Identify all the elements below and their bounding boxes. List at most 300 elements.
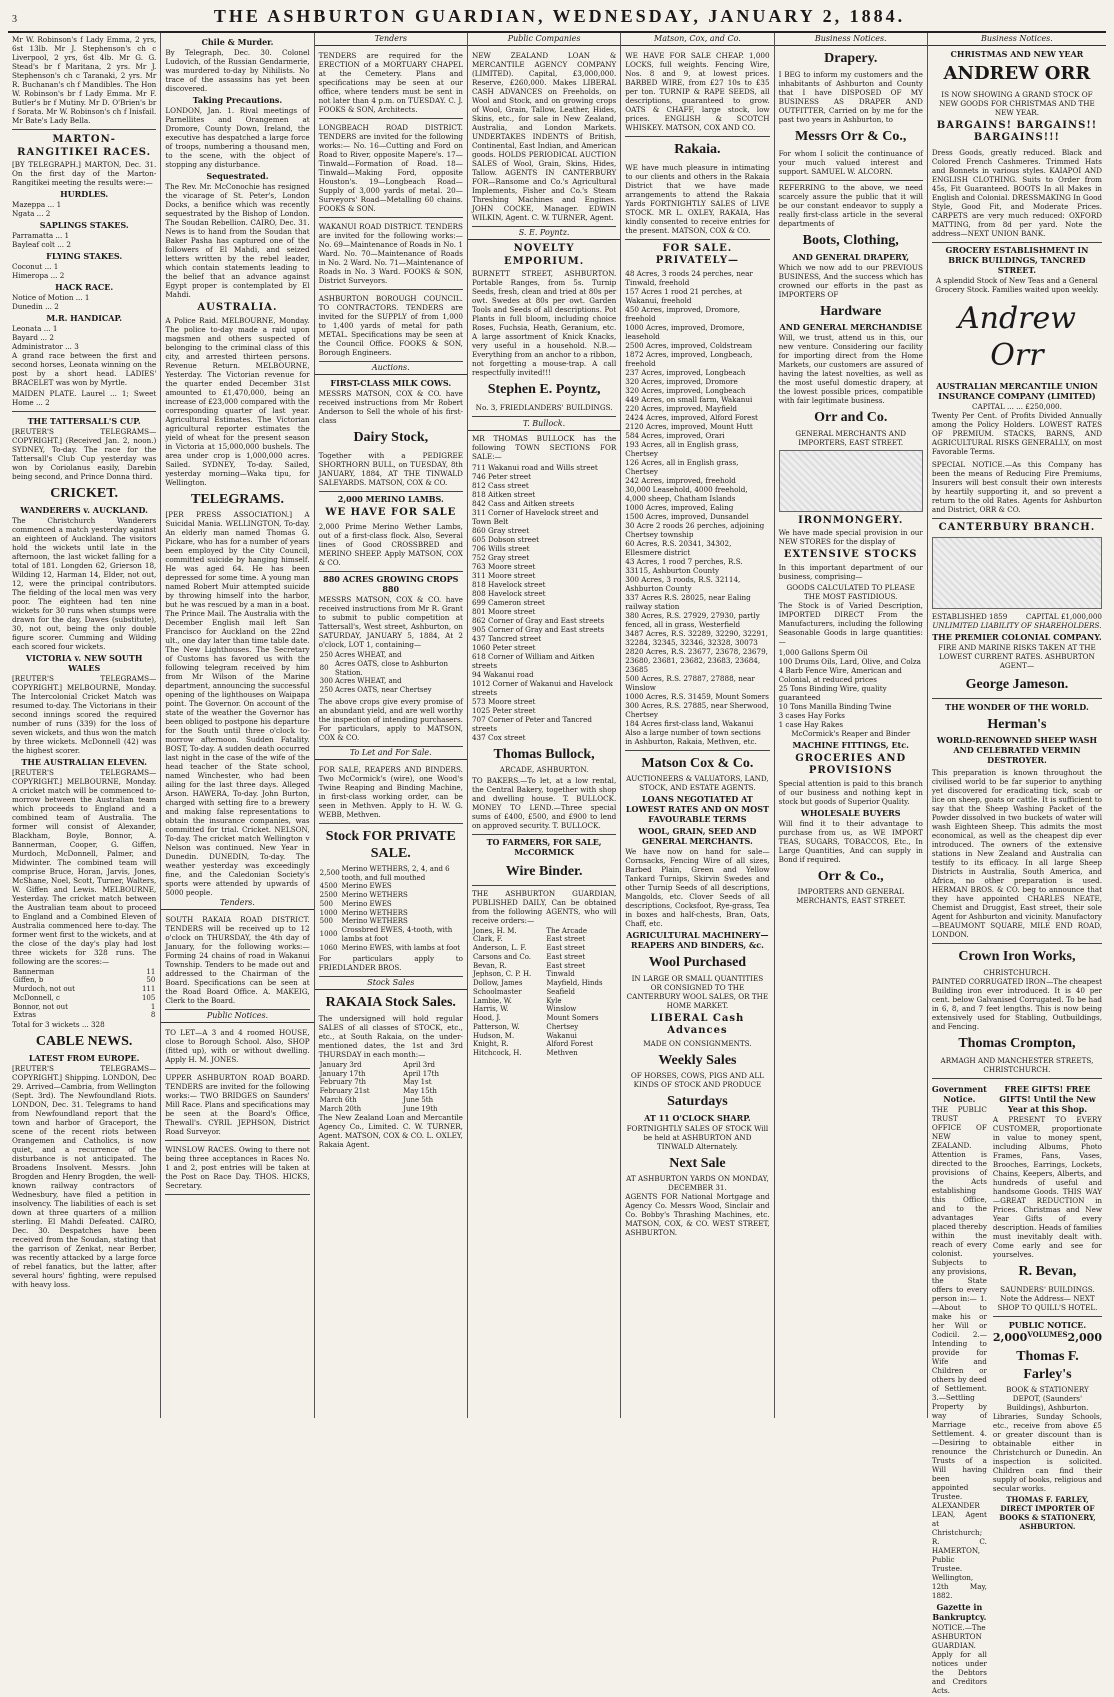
agent-row-cell: East street xyxy=(546,944,586,952)
fortnightly: FORTNIGHTLY SALES OF STOCK Will be held at ASHBURTON AND TINWALD Alternately. xyxy=(626,1123,769,1151)
capital-2: CAPITAL £1,000,000 xyxy=(1025,612,1102,621)
score-row xyxy=(12,1011,156,1020)
agent-row xyxy=(472,1005,616,1014)
masthead xyxy=(8,6,1106,33)
orr-and-co: Orr and Co. xyxy=(814,410,888,425)
poyntz-address: No. 3, FRIEDLANDERS' BUILDINGS. xyxy=(472,401,616,417)
town-section: 862 Corner of Gray and East streets xyxy=(471,615,605,625)
bullock-address: ARCADE, ASHBURTON. xyxy=(499,765,589,774)
agent-row-cell: Hudson, M. xyxy=(472,1031,515,1040)
town-section: 699 Cameron street xyxy=(471,597,545,607)
land-lot: 2424 Acres, improved, Alford Forest xyxy=(625,412,758,422)
stock-row-cell: Merino WETHERS xyxy=(341,908,408,917)
score-row-cell: 1 xyxy=(150,1002,156,1011)
race-placing: Dunedin ... 2 xyxy=(12,302,59,311)
guardian-agents-intro: THE ASHBURTON GUARDIAN, PUBLISHED DAILY, Can be obtained from the following AGENTS, who will receive orders:— xyxy=(471,888,617,925)
land-lot: 184 Acres first-class land, Wakanui xyxy=(625,718,754,728)
land-lot: 220 Acres, improved, Mayfield xyxy=(625,403,738,413)
cheap-sale: WE HAVE FOR SALE CHEAP. 1,000 LOCKS, full weights. Fencing Wire, Nos. 8 and 9, at lowest prices. BARBED WIRE, from £27 10s to £35 per ton. TURNIP & RAPE SEEDS, all descriptions, guaranteed to grow. OATS & CHAFF, large stock, low prices. ENGLISH & SCOTCH WHISKEY. MATSON, COX AND CO. xyxy=(625,49,769,137)
page-number: 3 xyxy=(12,14,17,25)
canterbury-branch: CANTERBURY BRANCH. xyxy=(938,521,1096,533)
hermans: Herman's xyxy=(987,716,1047,732)
stock-sales-heading: Stock Sales xyxy=(315,977,467,990)
stock-row xyxy=(319,909,463,918)
sale-date-row-cell: June 19th xyxy=(403,1104,438,1113)
stock-row-cell: Crossbred EWES, 4-tooth, with lambs at foot xyxy=(341,926,453,943)
land-lot: 242 Acres, improved, freehold xyxy=(625,475,736,485)
bottom-split xyxy=(932,1082,1102,1697)
race-placing: Notice of Motion ... 1 xyxy=(12,293,90,302)
column-6 xyxy=(775,33,928,1418)
andrew-orr: ANDREW ORR xyxy=(943,63,1091,84)
column-3 xyxy=(315,33,468,1418)
agent-row-cell: Mayfield, Hinds xyxy=(546,979,603,987)
cup-text: [REUTER'S TELEGRAMS—COPYRIGHT.] (Received Jan. 2, noon.) SYDNEY, To-day. The race for the Tattersall's Club Cup yesterday was won by Coriolanus easily, Darebin being second, and Prince Donna third. xyxy=(12,427,157,481)
plough-illustration xyxy=(779,450,923,512)
agent-row xyxy=(472,979,616,988)
farleys: Thomas F. Farley's xyxy=(1016,1349,1079,1382)
wool-text: We have now on hand for sale— Cornsacks, Fencing Wire of all sizes, Barbed Plain, Green and Yellow Tankard Turnips, Skirvin Swedes and other Turnip Seeds of all descriptions, Mangolds, etc. Clover Seeds of all descriptions, Cocksfoot, Rye-grass, Tea in boxes and half-chests, Bran, Oats, Chaff, etc. xyxy=(625,847,770,928)
town-section: 605 Dobson street xyxy=(471,534,539,544)
land-lot: 157 Acres 1 rood 21 perches, at Wakanui, freehold xyxy=(625,286,743,305)
agent-row-cell: Carsons and Co. xyxy=(472,952,532,961)
town-section: 763 Moore street xyxy=(471,561,536,571)
premier-sub: FIRE AND MARINE RISKS TAKEN AT THE LOWEST CURRENT RATES. ASHBURTON AGENT— xyxy=(938,643,1096,670)
race-placing: Bayleaf colt ... 2 xyxy=(12,240,71,249)
crop-lot-cell: 300 xyxy=(319,677,333,686)
crown-iron-works: Crown Iron Works, xyxy=(958,949,1076,964)
groceries: GROCERIES AND PROVISIONS xyxy=(795,752,907,776)
race-name: M.R. HANDICAP. xyxy=(46,313,122,323)
land-lot: 2120 Acres, improved, Mount Hutt xyxy=(625,421,753,431)
sale-date-row xyxy=(319,1078,463,1087)
town-section: 1025 Peter street xyxy=(471,705,536,715)
rakaia-stock-tail: The New Zealand Loan and Mercantile Agency Co., Limited. C. W. TURNER, Agent. MATSON, COX & CO. L. OXLEY, Rakaia Agent. xyxy=(318,1113,463,1150)
eleven-heading: THE AUSTRALIAN ELEVEN. xyxy=(21,756,147,767)
land-lot: 300 Acres, R.S. 27885, near Sherwood, Chertsey xyxy=(625,700,769,719)
column-4 xyxy=(468,33,621,1418)
cup-heading: THE TATTERSALL'S CUP. xyxy=(27,416,141,426)
precautions-text: LONDON, Jan. 1. Rival meetings of Parnellites and Orangemen at Dromore, County Down, Ireland, the executive has despatched a large force of troops, numbering a thousand men, to the scene, with the object of stopping any disturbance. xyxy=(165,106,310,169)
column-2 xyxy=(161,33,314,1418)
racing-entries: Mr W. Robinson's f Lady Emma, 2 yrs, 6st 13lb. Mr J. Stephenson's ch c Liverpool, 2 yrs, 6st 4lb. Mr G. G. Stead's br f Maritana, 2 yrs. Mr J. Stephenson's ch c Taranaki, 2 yrs. Mr R. Buchanan's ch f Mandibles. The Hon W. Robinson's br f Lady Emma. Mr F. Butler's br f Mutiny. Mr D. O'Brien's br f Sorata. Mr W. Robinson's ch f Inisfail. Mr Bate's Lady Bella. xyxy=(12,35,157,125)
agents-table xyxy=(472,927,616,1058)
sale-date-row-cell: January 17th xyxy=(319,1069,366,1078)
town-section: 905 Corner of Gray and East streets xyxy=(471,624,605,634)
sale-date-row xyxy=(319,1070,463,1079)
race-placing: Mazeppa ... 1 xyxy=(12,200,62,209)
score-row-cell: 111 xyxy=(141,985,156,993)
hermans-text: This preparation is known throughout the civilised world to be far superior to anything yet discovered for eradicating tick, scab or lice on sheep, goats or cattle. It is sufficient to say that the Sheep Washing Packet of the Powder dissolved in two buckets of water will wash Eighteen Sheep. This admits the most economical, as well as the cheapest dip ever introduced. The owners of the extensive stations in New Zealand and Australia can testify to its efficacy. In all large Sheep Districts in Australia, South America, and Africa, no other preparation is used. HERMAN BROS. & CO. beg to announce that they have appointed CHARLES NEATE, Chemist and Druggist, East street, their sole Agent for Ashburton and vicinity. Manufactory—BEAUMONT SQUARE, MILE END ROAD, LONDON. xyxy=(932,766,1102,944)
crop-lot-cell: 250 xyxy=(319,651,333,659)
column-7 xyxy=(928,33,1106,1695)
race-name: HURDLES. xyxy=(60,189,109,199)
dairy-stock-tail: Together with a PEDIGREE SHORTHORN BULL, on TUESDAY, 8th JANUARY, 1884, AT THE TINWALD SALEYARDS. MATSON, COX & CO. xyxy=(319,449,463,492)
crop-lot-cell: Acres OATS, close to Ashburton Station. xyxy=(335,659,448,677)
town-section: 1012 Corner of Wakanui and Havelock streets xyxy=(471,678,613,697)
milk-cows-heading: FIRST-CLASS MILK COWS. xyxy=(330,378,452,388)
we-have-for-sale: WE HAVE FOR SALE xyxy=(325,506,457,518)
land-for-sale xyxy=(625,269,769,746)
bargains: BARGAINS! BARGAINS!! BARGAINS!!! xyxy=(936,119,1098,143)
agent-row xyxy=(472,1049,616,1058)
land-lot: 380 Acres, R.S. 27929, 27930, partly fenced, all in grass, Westerfield xyxy=(625,610,760,629)
land-lot: 30,000 Leasehold, 4000 freehold, 4,000 sheep, Chatham Islands xyxy=(625,484,748,503)
agent-row xyxy=(472,970,616,979)
town-section: 746 Peter street xyxy=(471,471,531,481)
farley-text: Libraries, Sunday Schools, etc., receive from above £5 or greater discount than is obtainable either in Christchurch or Dunedin. An inspection is solicited. Children can find their supply of books, religious and secular works. xyxy=(992,1412,1102,1494)
crompton-sub: ARMAGH AND MANCHESTER STREETS, CHRISTCHURCH. xyxy=(932,1054,1102,1079)
general-merchandise: AND GENERAL MERCHANDISE xyxy=(779,322,922,332)
agents-text: AGENTS FOR National Mortgage and Agency Co. Messrs Wood, Sinclair and Co. Bobby's Thrashing Machines, etc. MATSON, COX, & CO. WEST STREET, ASHBURTON. xyxy=(625,1192,770,1237)
stock-row xyxy=(319,891,463,900)
painted-text: PAINTED CORRUGATED IRON—The cheapest Building iron ever introduced. It is 40 per cent. below Galvanised Corrugated. To be had in 6, 8, and 7 feet lengths. This is now being extensively used for Stabling, Outbuildings, and Fencing. xyxy=(931,976,1102,1031)
weekly-text: OF HORSES, COWS, PIGS AND ALL KINDS OF STOCK AND PRODUCE xyxy=(630,1071,764,1089)
newspaper-title: THE ASHBURTON GUARDIAN, WEDNESDAY, JANUARY 2, 1884. xyxy=(213,6,906,26)
agent-row-cell: Tinwald xyxy=(546,970,575,979)
stock-row-cell: 1060 xyxy=(319,943,338,952)
merino-lambs-heading: 2,000 MERINO LAMBS. xyxy=(337,493,444,504)
town-section: 706 Wills street xyxy=(471,543,530,553)
stock-item: 100 Drums Oils, Lard, Olive, and Colza xyxy=(778,656,921,666)
agent-row-cell: Methven xyxy=(546,1049,578,1057)
land-lot: Also a large number of town sections in Ashburton, Rakaia, Methven, etc. xyxy=(625,727,761,746)
andrew-orr-signature: Andrew Orr xyxy=(957,300,1076,373)
agent-row xyxy=(472,1032,616,1041)
cash-advances: LIBERAL Cash Advances xyxy=(650,1012,745,1036)
land-lot: 1000 Acres, improved, Dromore, leasehold xyxy=(625,322,745,341)
sale-date-row-cell: February 7th xyxy=(319,1078,367,1087)
town-section: 618 Corner of William and Aitken streets xyxy=(471,651,595,670)
stock-row-cell: 1000 xyxy=(319,930,338,939)
tender-mortuary: TENDERS are required for the ERECTION of a MORTUARY CHAPEL at the Cemetery. Plans and specifications may be seen at our office, where tenders must be sent in not later than 4 p.m. on TUESDAY. C. J. FOOKS & SON, Architects. xyxy=(319,49,463,119)
score-row xyxy=(12,994,156,1003)
score-row xyxy=(12,976,156,985)
wool-purchased-text: IN LARGE OR SMALL QUANTITIES OR CONSIGNED TO THE CANTERBURY WOOL SALES, OR THE HOME MARKET. xyxy=(626,973,769,1010)
ironmongery: IRONMONGERY. xyxy=(798,514,904,526)
land-lot: 320 Acres, improved, Dromore xyxy=(625,376,738,386)
amu-heading: AUSTRALIAN MERCANTILE UNION INSURANCE COMPANY (LIMITED) xyxy=(936,380,1098,401)
agent-row xyxy=(472,1040,616,1049)
town-section: 752 Gray street xyxy=(471,552,530,562)
stock-row xyxy=(319,917,463,926)
stock-row xyxy=(319,900,463,909)
town-section: 818 Aitken street xyxy=(471,489,536,499)
stock-row-cell: Merino WETHERS xyxy=(341,917,408,926)
town-section: 812 Cass street xyxy=(471,480,529,490)
messrs-orr: Messrs Orr & Co., xyxy=(795,128,907,144)
sale-date-row-cell: February 21st xyxy=(319,1087,370,1095)
bargain-text: Dress Goods, greatly reduced. Black and Colored French Cashmeres. Trimmed Hats and Bonnets in various styles. KAIAPOI AND ENGLISH CLOTHING. Suits to Order from 45s, Fit Guaranteed. BOOTS In all Makes in English and Colonial. DRESSMAKING In Good Style, Good Fit, and Moderate Prices. CARPETS are very much reduced: OXFORD MATTING, from 8d per yard. Note the address—NEXT UNION BANK. xyxy=(932,146,1102,243)
orr-sub: GENERAL MERCHANTS AND IMPORTERS, EAST STREET. xyxy=(795,428,907,447)
sale-date-row-cell: June 5th xyxy=(403,1095,434,1104)
land-lot: 60 Acres, R.S. 20341, 34302, Ellesmere district xyxy=(625,538,732,557)
stock-row-cell: Merino EWES xyxy=(341,882,392,891)
land-lot: 449 Acres, on small farm, Wakanui xyxy=(625,394,753,404)
land-lot: 2500 Acres, improved, Coldstream xyxy=(625,340,753,350)
volumes-word: VOLUMES xyxy=(1027,1329,1068,1339)
stock-item: 4 Barb Fence Wire, American and Colonial, at reduced prices xyxy=(778,665,902,684)
race-placing: Parramatta ... 1 xyxy=(12,231,70,240)
free-gifts: FREE GIFTS! FREE GIFTS! Until the New Year at this Shop. xyxy=(999,1084,1096,1114)
cable-heading: CABLE NEWS. xyxy=(35,1034,133,1049)
score-row-cell: McDonnell, c xyxy=(13,993,60,1002)
stock-row-cell: 2,500 xyxy=(319,869,340,878)
agent-row-cell: East street xyxy=(546,961,586,970)
stock-item: 1 case Hay Rakes xyxy=(778,719,844,729)
col7-header: Business Notices. xyxy=(928,33,1106,46)
score-row-cell: 50 xyxy=(146,976,156,985)
xmas-heading: CHRISTMAS AND NEW YEAR xyxy=(950,49,1084,59)
drapery-heading: Drapery. xyxy=(824,51,878,66)
showing-text: IS NOW SHOWING A GRAND STOCK OF NEW GOODS FOR CHRISTMAS AND THE NEW YEAR. xyxy=(939,89,1095,117)
crop-lot-cell: Acres WHEAT, and xyxy=(335,677,402,686)
poyntz-text: BURNETT STREET, ASHBURTON. Portable Ranges, from 5s. Turnip Seeds, fresh, clean and tried at 80s per owt. Swedes at 80s per owt. Garden Tools and Seeds of all descriptions. Pot Plants in full bloom, including choice Roses, Fuchsia, Heath, Geranium, etc. A large assortment of Knick Knacks, very useful in a household. N.B.—Everything from an anchor to a ribbon, not forgetting a mouse-trap. A call respectfully invited!!! xyxy=(471,269,617,377)
rakaia-text: WE have much pleasure in intimating to our clients and others in the Rakaia District that we have made arrangements to attend the Rakaia Yards FORTNIGHTLY SALES of LIVE STOCK. MR L. OXLEY, RAKAIA, Has kindly consented to receive entries for the present. MATSON, COX & CO. xyxy=(625,161,769,240)
column-1 xyxy=(8,33,161,1418)
capital: CAPITAL ... ... £250,000. xyxy=(972,401,1062,411)
land-lot: 43 Acres, 1 rood 7 perches, R.S. 33115, Ashburton County xyxy=(625,556,743,575)
stock-text: The Stock is of Varied Description, IMPORTED DIRECT From the Manufacturers, including the following Seasonable Goods in large quantities:— xyxy=(778,600,923,646)
agent-row-cell: East street xyxy=(546,952,586,961)
dairy-stock: Dairy Stock, xyxy=(353,430,429,445)
hardware: Hardware xyxy=(820,303,882,319)
tender-wakanui: WAKANUI ROAD DISTRICT. TENDERS are invited for the following works:— No. 69—Maintenance of Roads in No. 1 Ward. No. 70—Maintenance of Roads in No. 2 Ward. No. 71—Maintenance of Roads in No. 3 Ward. FOOKS & SON, District Surveyors. xyxy=(319,220,463,290)
volumes-2: 2,000 xyxy=(1067,1330,1102,1344)
crop-lot-cell: Acres OATS, near Chertsey xyxy=(335,686,432,694)
score-row-cell: 8 xyxy=(150,1011,156,1020)
telegrams-heading: TELEGRAMS. xyxy=(190,491,284,507)
agent-row xyxy=(472,962,616,971)
mcco-heading: Matson Cox & Co. xyxy=(641,755,754,771)
premier-company: THE PREMIER COLONIAL COMPANY. xyxy=(932,632,1102,642)
race-placing: Administrator ... 3 xyxy=(12,342,79,351)
murder-text: By Telegraph, Dec. 30. Colonel Ludovich, of the Russian Gendarmerie, was murdered to-day by Nihilists. No trace of the assassins has yet been discovered. xyxy=(165,48,310,93)
stock-row-cell: Merino WETHERS xyxy=(341,891,408,899)
special-text: We have made special provision in our NEW STORES for the display of xyxy=(778,528,923,546)
stock-row-cell: Merino WETHERS, 2, 4, and 6 tooth, and full mouthed xyxy=(341,864,450,882)
stock-row xyxy=(319,882,463,891)
poyntz-name: Stephen E. Poyntz, xyxy=(487,382,601,397)
columns xyxy=(8,33,1106,1695)
crop-lot xyxy=(319,660,463,678)
race-name: HACK RACE. xyxy=(55,282,114,292)
town-section: 437 Cox street xyxy=(471,732,526,742)
town-sections xyxy=(472,463,616,742)
volumes-1: 2,000 xyxy=(992,1330,1028,1344)
stock-row xyxy=(319,926,463,944)
rakaia-stock-sales: RAKAIA Stock Sales. xyxy=(325,995,456,1011)
town-section: 818 Havelock street xyxy=(471,579,546,589)
agent-row xyxy=(472,935,616,944)
next-sale: Next Sale xyxy=(669,1155,726,1171)
special-notice: SPECIAL NOTICE.—As this Company has been the means of Reducing Fire Premiums, Insurers will best consult their own interests by heartily supporting it, and so prevent a return to the old Rates. Agents for Ashburton and District, ORR & CO. xyxy=(932,458,1102,519)
town-section: 311 Corner of Havelock street and Town Belt xyxy=(471,507,599,526)
stock-row-cell: Merino EWES xyxy=(341,899,392,908)
poyntz-heading: S. E. Poyntz. xyxy=(468,227,620,240)
thomas-crompton: Thomas Crompton, xyxy=(958,1035,1076,1051)
score-row-cell: Giffen, b xyxy=(13,976,44,985)
farley-name: THOMAS F. FARLEY, DIRECT IMPORTER OF BOOKS & STATIONERY, ASHBURTON. xyxy=(999,1495,1096,1532)
tender-borough: ASHBURTON BOROUGH COUNCIL. TO CONTRACTORS. TENDERS are invited for the SUPPLY of from 1,000 to 1,400 yards of metal for path METAL. Specifications may be seen at the Council Office. FOOKS & SON, Borough Engineers. xyxy=(319,292,463,362)
score-row-cell: Extras xyxy=(13,1011,36,1020)
cash-sub: MADE ON CONSIGNMENTS. xyxy=(643,1038,752,1048)
merino-lambs-text: 2,000 Prime Merino Wether Lambs, out of a first-class flock. Also, Several lines of Good CROSSBRED and MERINO SHEEP. Apply MATSON, COX & CO. xyxy=(319,520,463,572)
gov-notice-text: THE PUBLIC TRUST OFFICE OF NEW ZEALAND. Attention is directed to the provisions of the Acts establishing this Office, and to the advantages placed thereby within the reach of every colonist. Subjects to any provisions, the State offers to every person in:— 1.—About to make his or her Will or Codicil. 2.—Intending to provide for Wife and Children or others by deed of Settlement. 3.—Settling Property by way of Marriage Settlement. 4.—Desiring to renounce the Trusts of a Will having been appointed Trustee. ALEXANDER LEAN, Agent at Christchurch; R. C. HAMERTON, Public Trustee. Wellington, 12th May, 1882. xyxy=(931,1105,987,1600)
agent-row-cell: Clark, F. xyxy=(472,935,503,944)
established: ESTABLISHED 1859 xyxy=(931,612,1008,621)
agent-row-cell: Patterson, W. xyxy=(472,1022,520,1031)
stock-row-cell: 1000 xyxy=(319,908,338,917)
agent-row xyxy=(472,927,616,936)
general-drapery: AND GENERAL DRAPERY, xyxy=(792,251,910,262)
wool-purchased: Wool Purchased xyxy=(648,955,747,970)
important-text: In this important department of our business, comprising— xyxy=(778,562,923,581)
sale-date-row-cell: January 3rd xyxy=(319,1060,362,1069)
stock-rows xyxy=(319,865,463,953)
sale-date-row-cell: May 1st xyxy=(403,1078,432,1087)
precautions-heading: Taking Precautions. xyxy=(192,95,283,105)
maiden-plate: MAIDEN PLATE. Laurel ... 1; Sweet Home ... 2 xyxy=(12,389,157,407)
agent-row-cell: Knight, R. xyxy=(472,1040,509,1049)
land-lot: 1872 Acres, improved, Longbeach, freehold xyxy=(625,349,753,368)
sale-dates xyxy=(319,1061,463,1114)
score-row-cell: Murdoch, not out xyxy=(13,985,75,993)
agent-row-cell: Chertsey xyxy=(546,1022,579,1031)
hermans-sub: WORLD-RENOWNED SHEEP WASH AND CELEBRATED VERMIN DESTROYER. xyxy=(936,735,1097,765)
land-lot: 237 Acres, improved, Longbeach xyxy=(625,367,746,377)
gazette-heading: Gazette in Bankruptcy. xyxy=(932,1602,987,1622)
agent-row-cell: Jones, H. M. xyxy=(472,926,517,935)
agent-row xyxy=(472,1023,616,1032)
score-row-cell: 11 xyxy=(146,967,156,976)
marton-intro: [BY TELEGRAPH.] MARTON, Dec. 31. On the first day of the Marton-Rangitikei meeting the results were:— xyxy=(12,160,157,187)
agent-row xyxy=(472,997,616,1006)
stock-item: 25 Tons Binding Wire, quality guaranteed xyxy=(778,683,887,702)
stock-row-cell: 2500 xyxy=(319,891,338,899)
stock-row-cell: 500 xyxy=(319,917,333,926)
agent-row-cell: Dollow, James xyxy=(472,979,523,987)
machine-fittings: MACHINE FITTINGS, Etc. xyxy=(792,739,909,750)
reapers-for-sale: FOR SALE, REAPERS AND BINDERS. Two McCormick's (wire), one Wood's Twine Reaping and Binding Machine, in first-class working order, can be seen in Methven. Apply to H. W. G. WEBB, Methven. xyxy=(319,763,463,824)
murder-heading: Chile & Murder. xyxy=(201,37,274,47)
land-lot: 126 Acres, all in English grass, Chertsey xyxy=(625,457,739,476)
grocery-heading: GROCERY ESTABLISHMENT IN BRICK BUILDINGS, TANCRED STREET. xyxy=(945,244,1089,275)
tender-south-rakaia: SOUTH RAKAIA ROAD DISTRICT. TENDERS will be received up to 12 o'clock on THURSDAY, the 4th day of January, for the following works:— Forming 24 chains of road in Wakanui Township. Tenders to be made out and addressed to the Chairman of the Board. Specifications can be seen at the Road Board Office. A. MAKEIG, Clerk to the Board. xyxy=(165,913,309,1010)
crop-lot-cell: 250 xyxy=(319,686,333,694)
established-row xyxy=(932,612,1102,621)
race-name: FLYING STAKES. xyxy=(46,251,123,261)
agent-row-cell: Wakanui xyxy=(546,1031,577,1040)
agent-row-cell: Winslow xyxy=(546,1005,577,1014)
bullock-intro: MR THOMAS BULLOCK has the following TOWN SECTIONS FOR SALE:— xyxy=(471,433,617,461)
land-lot: 1000 Acres, R.S. 31459, Mount Somers xyxy=(625,691,769,701)
agent-row-cell: Jephson, C. P. H. xyxy=(472,970,532,979)
weekly-sales: Weekly Sales xyxy=(658,1052,737,1068)
land-lot: 193 Acres, all in English grass, Chertsey xyxy=(625,439,739,458)
grocery-sub: A splendid Stock of New Teas and a General Grocery Stock. Families waited upon weekly. xyxy=(935,275,1099,294)
tender-longbeach: LONGBEACH ROAD DISTRICT. TENDERS are invited for the following works:— No. 16—Cutting and Ford on Road to River, opposite Mapere's. 17—Tinwald—Formation of Road. 18—Tinwald—Making Ford, opposite Houston's. 19—Longbeach Road—Supply of 3,000 yards of metal. 20—Surveyors' Road—Metalling 60 chains. FOOKS & SON. xyxy=(319,121,463,218)
land-lot: 500 Acres, R.S. 27887, 27888, near Winslow xyxy=(625,673,755,692)
crop-lot xyxy=(319,651,463,660)
agent-row-cell: Hood, J. xyxy=(472,1014,501,1022)
which-text: Which we now add to our PREVIOUS BUSINESS, And the success which has crowned our efforts in the past as IMPORTERS OF xyxy=(778,262,923,299)
wanderers-text: The Christchurch Wanderers commenced a match yesterday against an eighteen of Auckland. The visitors hold the wickets until late in the afternoon, the last wicket falling for a total of 181. Longden 62, Grierson 18, Wilding 12, Harman 14, Elder, not out, 12, were the principal contributors. The fielding of the local men was very poor. The eighteen had ten nine wickets for 30 runs when stumps were drawn for the day, Dawes (substitute), 30, not out, being the only double figure scorer. Cumming and Wilding each scored four wickets. xyxy=(12,515,157,651)
goods-text: GOODS CALCULATED TO PLEASE THE MOST FASTIDIOUS. xyxy=(786,582,915,601)
wonder-heading: THE WONDER OF THE WORLD. xyxy=(945,701,1089,712)
town-section: 842 Cass and Aitken streets xyxy=(471,498,575,508)
sale-date-row xyxy=(319,1061,463,1070)
bullock-name: Thomas Bullock, xyxy=(493,746,595,762)
land-lot: 450 Acres, improved, Dromore, freehold xyxy=(625,304,741,323)
george-jameson: George Jameson. xyxy=(932,674,1102,699)
orr-co-footer: Orr & Co., xyxy=(817,868,884,884)
stock-row-cell: 4500 xyxy=(319,882,338,891)
agent-row-cell: East street xyxy=(546,935,586,944)
score-row-cell: 105 xyxy=(141,993,156,1002)
cable-text: [REUTER'S TELEGRAMS—COPYRIGHT.] Shipping. LONDON, Dec 29. Arrived—Cambria, from Wellington (Sept. 3rd). The Newfoundland Riots. LONDON, Dec. 31. Telegrams to hand from Newfoundland report that the town and harbor of Graceport, the scene of the recent riots between Orangemen and Catholics, is now quiet, and a recurrence of the disturbance is not anticipated. The Broadens Insolvent. Messrs. John Brogden and Henry Brogden, the well-known railway contractors of Wednesbury, have filed a petition in insolvency. The liabilities of each is set down at three quarters of a million sterling. El Mahdi Defeated. CAIRO, Dec. 30. Despatches have been received from the Soudan, stating that the garrison of Zenkat, near Berber, was recently attacked by a large force of rebel fanatics, but the latter, after several hours' fighting, were repulsed with heavy loss. xyxy=(12,1063,157,1289)
agent-row-cell: Alford Forest xyxy=(546,1040,594,1049)
agent-row-cell: Lambie, W. xyxy=(472,996,512,1005)
race-placing: Coconut ... 1 xyxy=(12,262,59,271)
wholesale-text: Will find it to their advantage to purchase from us, as WE IMPORT TEAS, SUGARS, TOBACCOS, Etc., In Large Quantities, And can supply in Bond if required. xyxy=(778,818,923,864)
agent-row-cell: Bevan, R. xyxy=(472,961,507,970)
stock-row-cell: Merino EWES, with lambs at foot xyxy=(341,943,461,952)
agent-row xyxy=(472,944,616,953)
stock-item: 3 cases Hay Forks xyxy=(778,710,845,720)
volumes-row xyxy=(993,1331,1102,1345)
sale-date-row xyxy=(319,1087,463,1096)
boots-clothing: Boots, Clothing, xyxy=(802,233,899,248)
public-notice: PUBLIC NOTICE. xyxy=(1008,1319,1087,1330)
drapery-text: I BEG to inform my customers and the inhabitants of Ashburton and County that I have DISPOSED OF MY BUSINESS AS DRAPER AND OUTFITTER, Carried on by me for the past two years in Ashburton, to xyxy=(778,69,923,124)
crop-lot xyxy=(319,686,463,695)
agent-row-cell: Anderson, L. F. xyxy=(472,944,527,952)
score-row-cell: Bonnor, not out xyxy=(13,1002,68,1011)
town-section: 311 Moore street xyxy=(471,570,536,580)
race-placing: Leonata ... 1 xyxy=(12,324,58,333)
town-section: 94 Wakanui road xyxy=(471,669,534,679)
crown-sub: CHRISTCHURCH. xyxy=(983,967,1051,977)
australia-text: A Police Raid. MELBOURNE, Monday. The police to-day made a raid upon magsmen and others suspected of belonging to the criminal class of this city, and arrested thirteen persons. Revenue Return. MELBOURNE, Yesterday. The Victorian revenue for the quarter ended December 31st amounted to £1,470,000, being an increase of £23,000 compared with the corresponding quarter of last year. Agricultural Estimates. The Victorian agricultural reporter estimates the yield of wheat for the present season in Victoria at 15,000,000 bushels. The area under crop is 1,000,000 acres. Sailed. SYDNEY, To-day. Sailed, yesterday morning—Waka tipu, for Wellington. xyxy=(165,315,310,487)
bottom-left xyxy=(932,1082,987,1697)
telegrams-text: [PER PRESS ASSOCIATION.] A Suicidal Mania. WELLINGTON, To-day. An elderly man named Thomas G. Pickare, who has for a number of years been employed by the City Council, committed suicide by hanging himself. He was aged 64. He has been depressed for some time. A young man named Robert Muir attempted suicide by throwing himself into the harbor, but he was rescued by a man in a boat. The Prince Mail. The Australia with the December English mail left San Francisco for Auckland on the 22nd ult., one day later than time table date. The New Lighthouses. The Secretary of Customs has favored us with the following telegram received by him from Mr Wilson of the Marine department, announcing the successful opening of the lighthouses on Waipapa point. The Governor. On account of the state of the weather the Governor has been obliged to postpone his departure for the South until three o'clock to-morrow afternoon. Sudden Fatality. BOST, To-day. A sudden death occurred last night in the case of the wife of the head teacher of the State school, named Winchester, who had been ailing for the last three days. Alleged Arson. HAWERA, To-day. John Burton, charged with setting fire to a brewery and making false representations to obtain the insurance companies, was committed for trial. Cricket. NELSON, To-day. The cricket match Wellington v Nelson was continued. New Year in Dunedin. DUNEDIN, To-day. The weather yesterday was exceedingly fine, and the Caledonian Society's sports were attended by upwards of 5000 people. xyxy=(165,510,310,897)
col4-header: Public Companies xyxy=(468,33,620,46)
profits-text: Twenty Per Cent. of Profits Divided Annually among the Policy Holders. LOWEST RATES OF PREMIUM. STACKS, BARNS, AND AGRICULTURAL RISKS GENERALLY, on most Favorable Terms. xyxy=(931,410,1102,456)
stock-item: 1,000 Gallons Sperm Oil xyxy=(778,647,868,657)
crop-lot-cell: 80 xyxy=(319,664,329,673)
eleven-oclock: AT 11 O'CLOCK SHARP. xyxy=(644,1112,751,1123)
stock-row-cell: 500 xyxy=(319,899,333,908)
novelty-emporium: NOVELTY EMPORIUM. xyxy=(504,243,585,267)
cricket-heading: CRICKET. xyxy=(50,486,119,501)
gov-notice-heading: Government Notice. xyxy=(931,1084,987,1104)
town-section: 808 Havelock street xyxy=(471,588,546,598)
rakaia-heading: Rakaia. xyxy=(674,142,721,157)
referring-text: REFERRING to the above, we need scarcely assure the public that it will be our constant endeavor to supply a really first-class article in the several departments of xyxy=(778,183,923,228)
bullock-heading: T. Bullock. xyxy=(468,418,620,431)
agent-row-cell: Mount Somers xyxy=(546,1014,599,1022)
agent-row xyxy=(472,988,616,997)
town-section: 573 Moore street xyxy=(471,696,536,706)
score-row xyxy=(12,985,156,994)
venture-text: Will, we trust, attend us in this, our new venture. Considering our facility for importing direct from the Home Markets, our customers are assured of having the latest novelties, as well as the most useful domestic drapery, at the lowest possible prices, compatible with fair legitimate business. xyxy=(778,333,923,405)
messrs-text: For whom I solicit the continuance of your much valued interest and support. SAMUEL W. ALCORN. xyxy=(779,147,923,181)
stock-row xyxy=(319,944,463,953)
sale-date-row xyxy=(319,1105,463,1114)
town-section: 1060 Peter street xyxy=(471,642,536,652)
loans: LOANS NEGOTIATED AT LOWEST RATES AND ON MOST FAVOURABLE TERMS xyxy=(625,794,769,824)
